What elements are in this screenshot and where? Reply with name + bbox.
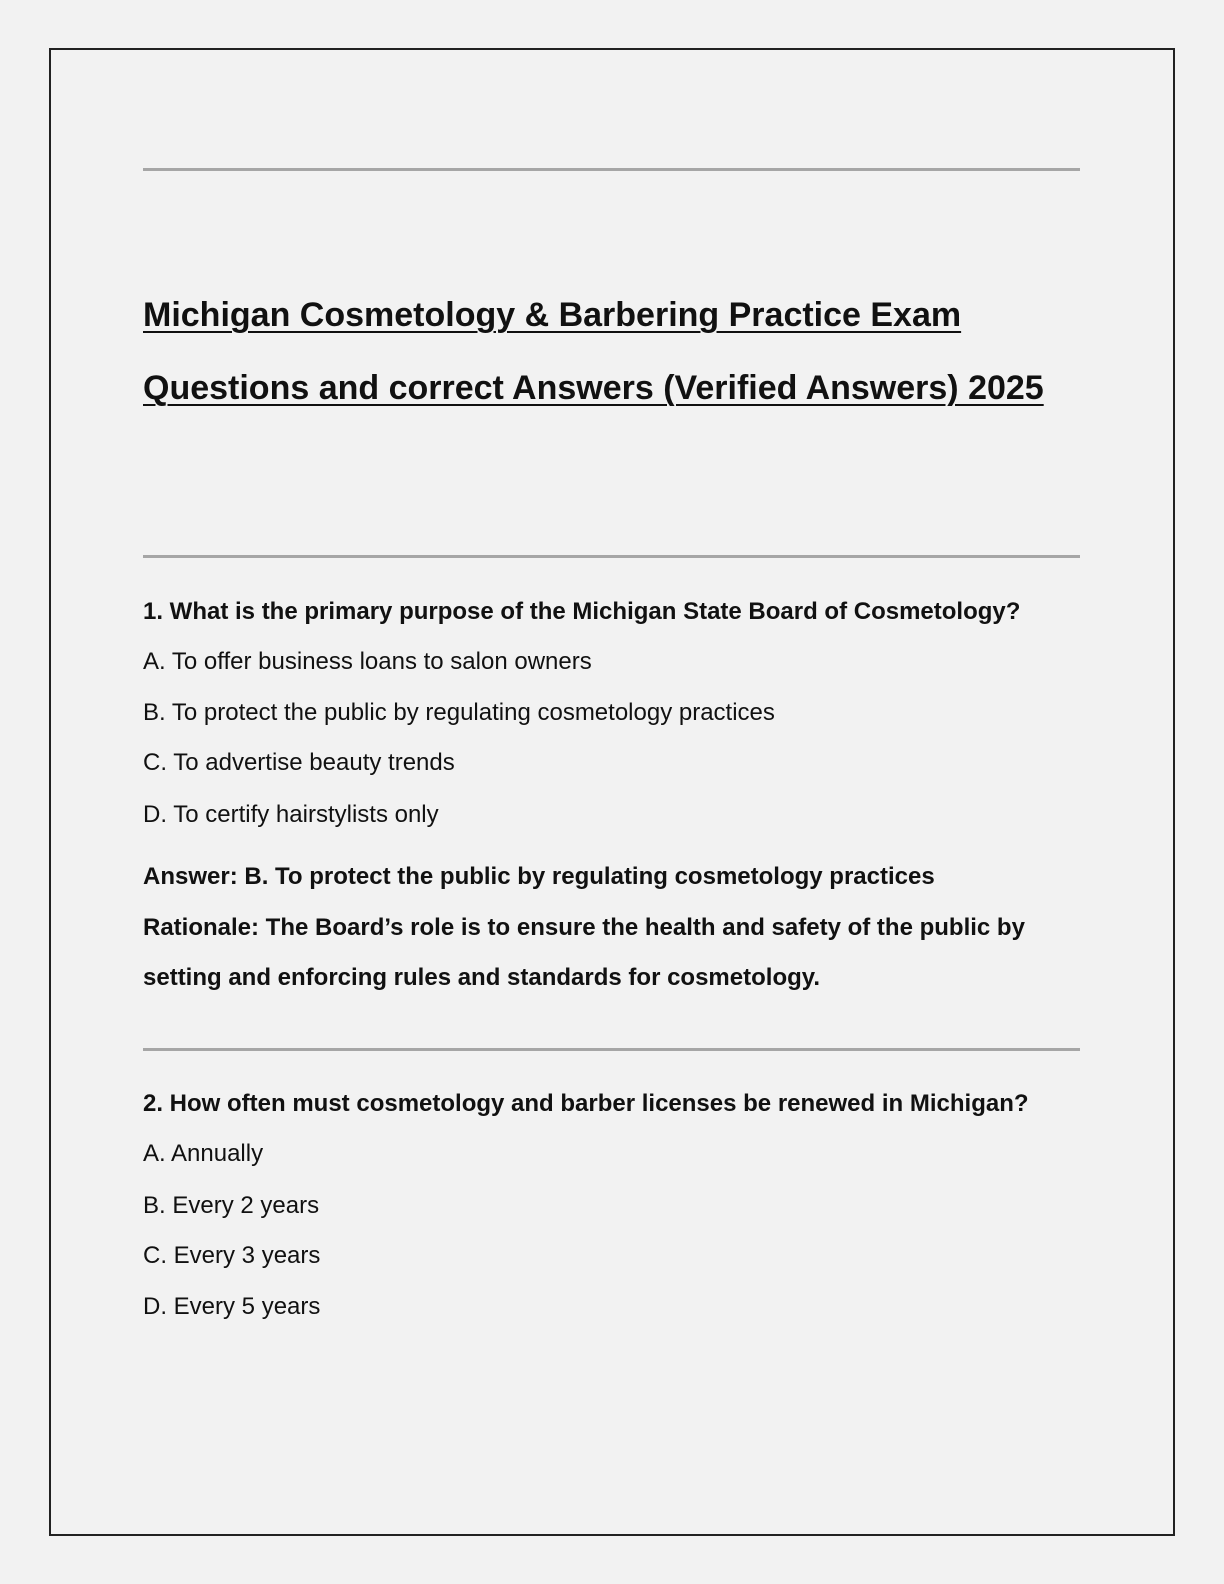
divider-between-questions xyxy=(143,1048,1080,1051)
question-1-option-c: C. To advertise beauty trends xyxy=(143,749,455,776)
question-1-answer: Answer: B. To protect the public by regulating cosmetology practices xyxy=(143,863,935,890)
question-2-text: 2. How often must cosmetology and barber licenses be renewed in Michigan? xyxy=(143,1090,1029,1117)
question-1-option-d: D. To certify hairstylists only xyxy=(143,801,439,828)
question-1-option-b: B. To protect the public by regulating cosmetology practices xyxy=(143,699,775,726)
divider-after-title xyxy=(143,555,1080,558)
document-title-line-2: Questions and correct Answers (Verified Answers) 2025 xyxy=(143,369,1044,407)
question-2-option-c: C. Every 3 years xyxy=(143,1242,321,1269)
document-title-line-1: Michigan Cosmetology & Barbering Practice Exam xyxy=(143,296,962,334)
question-1-rationale-line-2: setting and enforcing rules and standards for cosmetology. xyxy=(143,964,820,991)
divider-top xyxy=(143,168,1080,171)
question-1-text: 1. What is the primary purpose of the Michigan State Board of Cosmetology? xyxy=(143,598,1021,625)
question-1-option-a: A. To offer business loans to salon owners xyxy=(143,648,592,675)
question-2-option-b: B. Every 2 years xyxy=(143,1192,320,1219)
question-2-option-a: A. Annually xyxy=(143,1140,264,1167)
question-1-rationale-line-1: Rationale: The Board’s role is to ensure the health and safety of the public by xyxy=(143,914,1025,941)
question-2-option-d: D. Every 5 years xyxy=(143,1293,321,1320)
